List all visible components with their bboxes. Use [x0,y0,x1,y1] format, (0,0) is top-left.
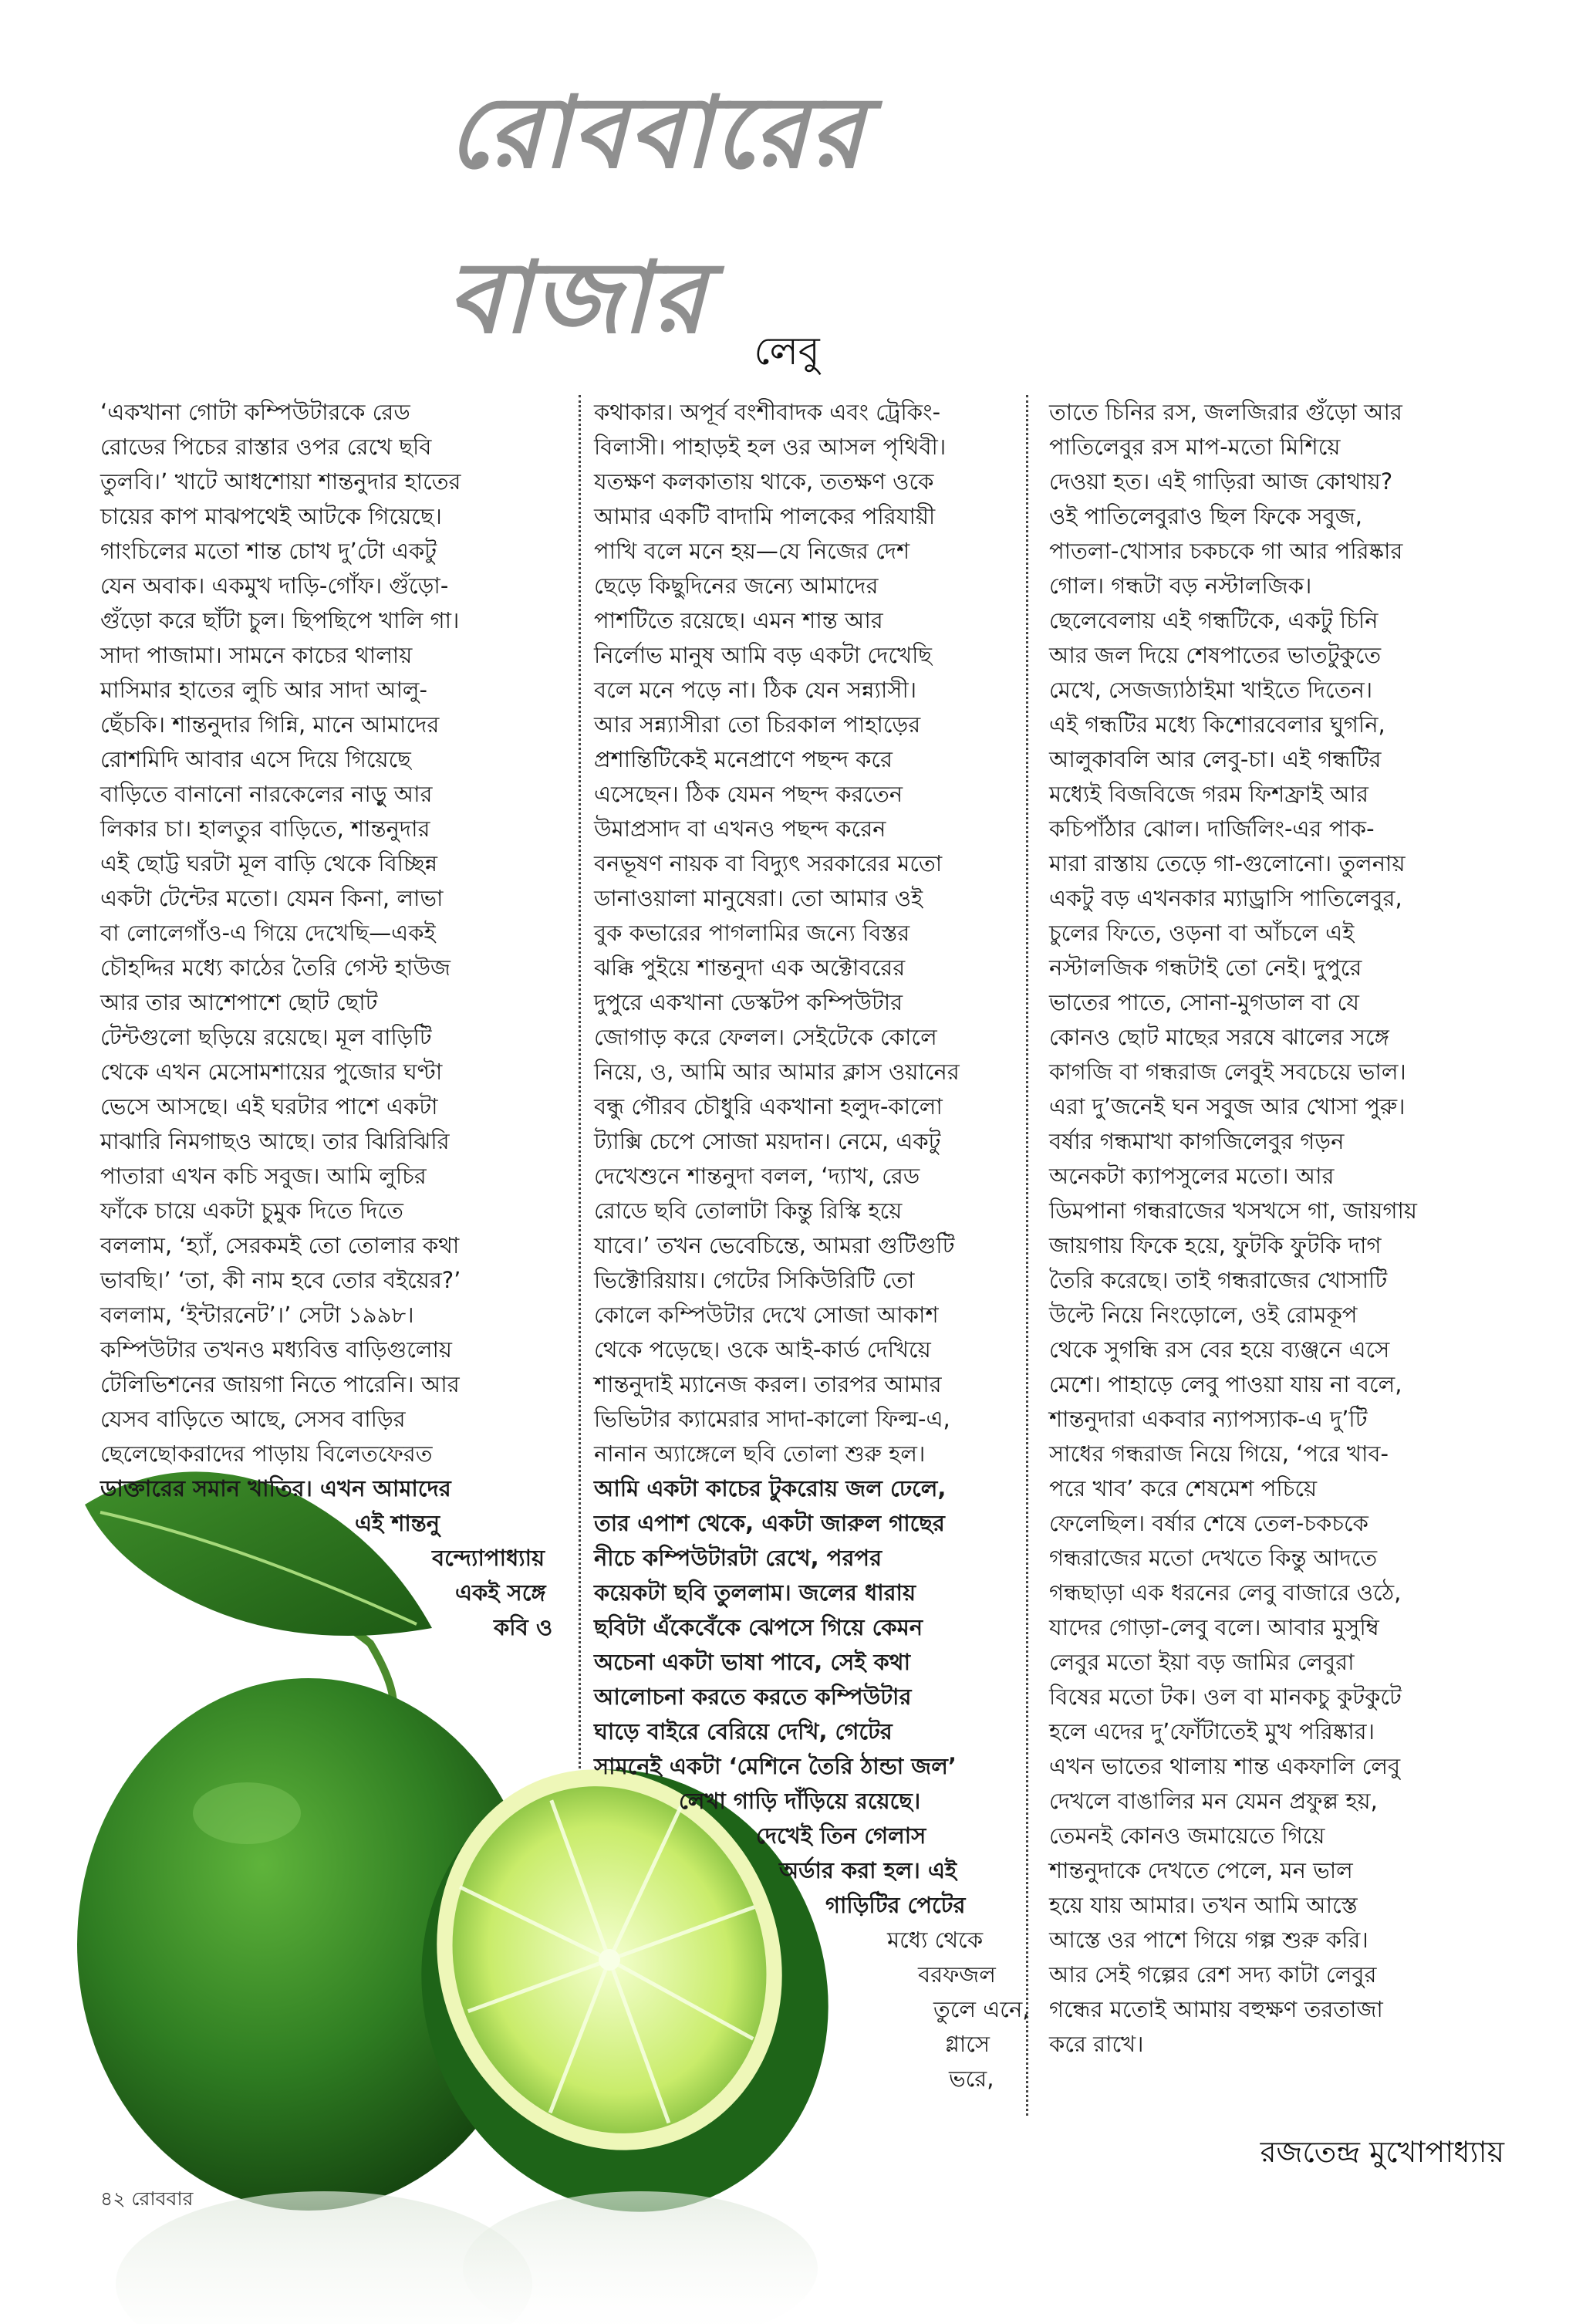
article-line: গন্ধরাজের মতো দেখতে কিন্তু আদতে [1049,1545,1378,1571]
article-line: পাতারা এখন কচি সবুজ। আমি লুচির [100,1163,427,1189]
article-line: নির্লোভ মানুষ আমি বড় একটা দেখেছি [594,642,932,668]
article-line: শান্তনুদাকে দেখতে পেলে, মন ভাল [1049,1857,1353,1883]
article-line: আর সেই গল্পের রেশ সদ্য কাটা লেবুর [1049,1961,1377,1988]
article-line: আমার একটি বাদামি পালকের পরিযায়ী [594,503,936,529]
article-line: অচেনা একটা ভাষা পাবে, সেই কথা [594,1649,910,1675]
article-line: কথাকার। অপূর্ব বংশীবাদক এবং ট্রেকিং- [594,399,941,425]
article-line: মধ্যেই বিজবিজে গরম ফিশফ্রাই আর [1049,781,1368,807]
article-line: ভিভিটার ক্যামেরার সাদা-কালো ফিল্ম-এ, [594,1406,950,1432]
article-line: বন্দ্যোপাধ্যায় [432,1545,545,1571]
article-line: ভাতের পাতে, সোনা-মুগডাল বা যে [1049,989,1359,1015]
article-line: দেখেই তিন গেলাস [756,1822,926,1849]
article-line: একটা টেন্টের মতো। যেমন কিনা, লাভা [100,885,444,911]
article-line: গাংচিলের মতো শান্ত চোখ দু’টো একটু [100,538,437,564]
article-line: দুপুরে একখানা ডেস্কটপ কম্পিউটার [594,989,903,1015]
article-line: মাঝারি নিমগাছও আছে। তার ঝিরিঝিরি [100,1128,450,1154]
article-line: বললাম, ‘হ্যাঁ, সেরকমই তো তোলার কথা [100,1232,460,1258]
article-line: শান্তনুদাই ম্যানেজ করল। তারপর আমার [594,1371,942,1397]
article-line: গ্লাসে [945,2031,990,2057]
article-line: বলে মনে পড়ে না। ঠিক যেন সন্ন্যাসী। [594,677,917,703]
article-line: তেমনই কোনও জমায়েতে গিয়ে [1049,1822,1325,1849]
article-line: ভেসে আসছে। এই ঘরটার পাশে একটা [100,1093,438,1120]
article-line: নিয়ে, ও, আমি আর আমার ক্লাস ওয়ানের [594,1059,960,1085]
article-line: লেবুর মতো ইয়া বড় জামির লেবুরা [1049,1649,1355,1675]
article-line: জায়গায় ফিকে হয়ে, ফুটকি ফুটকি দাগ [1049,1232,1382,1258]
article-line: চৌহদ্দির মধ্যে কাঠের তৈরি গেস্ট হাউজ [100,954,451,981]
article-line: উল্টে নিয়ে নিংড়োলে, ওই রোমকূপ [1049,1302,1358,1328]
article-line: এখন ভাতের থালায় শান্ত একফালি লেবু [1049,1753,1401,1779]
article-line: বা লোলেগাঁও-এ গিয়ে দেখেছি—একই [100,920,436,946]
article-line: রোডের পিচের রাস্তার ওপর রেখে ছবি [100,434,432,460]
article-line: আলোচনা করতে করতে কম্পিউটার [594,1684,912,1710]
article-line: ছেঁচকি। শান্তনুদার গিন্নি, মানে আমাদের [100,711,440,738]
article-line: অর্ডার করা হল। এই [779,1857,957,1883]
article-line: লেখা গাড়ি দাঁড়িয়ে রয়েছে। [679,1788,921,1814]
article-line: করে রাখে। [1049,2031,1144,2057]
author-byline: রজতেন্দ্র মুখোপাধ্যায় [1260,2135,1504,2169]
article-line: গন্ধছাড়া এক ধরনের লেবু বাজারে ওঠে, [1049,1579,1402,1606]
masthead-title: রোববারের বাজার [447,74,866,356]
article-line: বরফজল [918,1961,996,1988]
article-line: ডিমপানা গন্ধরাজের খসখসে গা, জায়গায় [1049,1197,1417,1224]
article-line: আস্তে ওর পাশে গিয়ে গল্প শুরু করি। [1049,1927,1368,1953]
article-line: কম্পিউটার তখনও মধ্যবিত্ত বাড়িগুলোয় [100,1336,453,1363]
article-line: ওই পাতিলেবুরাও ছিল ফিকে সবুজ, [1049,503,1362,529]
article-line: ভিক্টোরিয়ায়। গেটের সিকিউরিটি তো [594,1267,915,1293]
article-line: থেকে সুগন্ধি রস বের হয়ে ব্যঞ্জনে এসে [1049,1336,1390,1363]
article-line: ডাক্তারের সমান খাতির। এখন আমাদের [100,1475,451,1501]
article-line: ‘একখানা গোটা কম্পিউটারকে রেড [100,399,410,425]
article-line: বনভূষণ নায়ক বা বিদ্যুৎ সরকারের মতো [594,850,943,877]
article-line: নস্টালজিক গন্ধটাই তো নেই। দুপুরে [1049,954,1362,981]
article-line: গুঁড়ো করে ছাঁটা চুল। ছিপছিপে খালি গা। [100,607,460,633]
article-line: এই গন্ধটির মধ্যে কিশোরবেলার ঘুগনি, [1049,711,1385,738]
article-line: আর তার আশেপাশে ছোট ছোট [100,989,378,1015]
article-line: ছেড়ে কিছুদিনের জন্যে আমাদের [594,573,879,599]
article-line: ফাঁকে চায়ে একটা চুমুক দিতে দিতে [100,1197,403,1224]
article-line: ফেলেছিল। বর্ষার শেষে তেল-চকচকে [1049,1510,1368,1536]
article-line: ট্যাক্সি চেপে সোজা ময়দান। নেমে, একটু [594,1128,941,1154]
article-line: পরে খাব’ করে শেষমেশ পচিয়ে [1049,1475,1318,1501]
article-line: পাখি বলে মনে হয়—যে নিজের দেশ [594,538,910,564]
article-line: মেশে। পাহাড়ে লেবু পাওয়া যায় না বলে, [1049,1371,1402,1397]
column-divider [1026,395,1028,2116]
article-line: বিলাসী। পাহাড়ই হল ওর আসল পৃথিবী। [594,434,947,460]
article-line: যেসব বাড়িতে আছে, সেসব বাড়ির [100,1406,406,1432]
article-line: কোনও ছোট মাছের সরষে ঝালের সঙ্গে [1049,1024,1389,1050]
article-line: সাদা পাজামা। সামনে কাচের থালায় [100,642,413,668]
article-line: বন্ধু গৌরব চৌধুরি একখানা হলুদ-কালো [594,1093,943,1120]
article-line: বিষের মতো টক। ওল বা মানকচু কুটকুটে [1049,1684,1402,1710]
article-line: কচিপাঁঠার ঝোল। দার্জিলিং-এর পাক- [1049,816,1375,842]
article-line: তার এপাশ থেকে, একটা জারুল গাছের [594,1510,945,1536]
article-line: সামনেই একটা ‘মেশিনে তৈরি ঠান্ডা জল’ [594,1753,957,1779]
article-line: এসেছেন। ঠিক যেমন পছন্দ করতেন [594,781,903,807]
article-line: কয়েকটা ছবি তুললাম। জলের ধারায় [594,1579,916,1606]
article-line: ছবিটা এঁকেবেঁকে ঝেপসে গিয়ে কেমন [594,1614,923,1640]
article-line: পাতলা-খোসার চকচকে গা আর পরিষ্কার [1049,538,1403,564]
article-line: থেকে পড়েছে। ওকে আই-কার্ড দেখিয়ে [594,1336,931,1363]
article-line: গাড়িটির পেটের [825,1892,966,1918]
article-line: অনেকটা ক্যাপসুলের মতো। আর [1049,1163,1335,1189]
article-line: বললাম, ‘ইন্টারনেট’।’ সেটা ১৯৯৮। [100,1302,414,1328]
article-line: চুলের ফিতে, ওড়না বা আঁচলে এই [1049,920,1355,946]
article-line: মেখে, সেজজ্যাঠাইমা খাইতে দিতেন। [1049,677,1373,703]
article-line: উমাপ্রসাদ বা এখনও পছন্দ করেন [594,816,886,842]
article-line: যাবে।’ তখন ভেবেচিন্তে, আমরা গুটিগুটি [594,1232,955,1258]
article-line: ডানাওয়ালা মানুষেরা। তো আমার ওই [594,885,923,911]
article-line: নানান অ্যাঙ্গেলে ছবি তোলা শুরু হল। [594,1441,926,1467]
article-line: কোলে কম্পিউটার দেখে সোজা আকাশ [594,1302,939,1328]
article-line: সাধের গন্ধরাজ নিয়ে গিয়ে, ‘পরে খাব- [1049,1441,1389,1467]
article-headline: লেবু [754,329,820,373]
article-line: রোডে ছবি তোলাটা কিন্তু রিস্কি হয়ে [594,1197,903,1224]
article-line: পাতিলেবুর রস মাপ-মতো মিশিয়ে [1049,434,1341,460]
article-line: শান্তনুদারা একবার ন্যাপস্যাক-এ দু’টি [1049,1406,1368,1432]
article-line: ভরে, [949,2066,994,2092]
article-column-1 [100,395,571,1645]
article-line: তুলবি।’ খাটে আধশোয়া শান্তনুদার হাতের [100,468,461,495]
article-line: ছেলেছোকরাদের পাড়ায় বিলেতফেরত [100,1441,433,1467]
article-line: জোগাড় করে ফেলল। সেইটেকে কোলে [594,1024,937,1050]
article-line: মধ্যে থেকে [887,1927,984,1953]
article-line: তুলে এনে, [933,1996,1030,2022]
article-line: এরা দু’জনেই ঘন সবুজ আর খোসা পুরু। [1049,1093,1406,1120]
article-line: হয়ে যায় আমার। তখন আমি আস্তে [1049,1892,1358,1918]
article-line: আলুকাবলি আর লেবু-চা। এই গন্ধটির [1049,746,1382,772]
article-line: যাদের গোড়া-লেবু বলে। আবার মুসুম্বি [1049,1614,1379,1640]
article-line: মাসিমার হাতের লুচি আর সাদা আলু- [100,677,427,703]
article-line: ঘাড়ে বাইরে বেরিয়ে দেখি, গেটের [594,1718,893,1745]
article-column-2 [594,395,1030,2096]
article-line: টেলিভিশনের জায়গা নিতে পারেনি। আর [100,1371,460,1397]
article-line: ঝক্কি পুইয়ে শান্তনুদা এক অক্টোবরের [594,954,906,981]
article-line: প্রশান্তিটিকেই মনেপ্রাণে পছন্দ করে [594,746,893,772]
article-line: চায়ের কাপ মাঝপথেই আটকে গিয়েছে। [100,503,442,529]
article-line: মারা রাস্তায় তেড়ে গা-গুলোনো। তুলনায় [1049,850,1406,877]
article-line: দেখলে বাঙালির মন যেমন প্রফুল্ল হয়, [1049,1788,1378,1814]
article-line: নীচে কম্পিউটারটা রেখে, পরপর [594,1545,882,1571]
article-line: বর্ষার গন্ধমাখা কাগজিলেবুর গড়ন [1049,1128,1345,1154]
article-line: কবি ও [494,1614,553,1640]
article-line: হলে এদের দু’ফোঁটাতেই মুখ পরিষ্কার। [1049,1718,1375,1745]
article-line: দেওয়া হত। এই গাড়িরা আজ কোথায়? [1049,468,1393,495]
article-line: গোল। গন্ধটা বড় নস্টালজিক। [1049,573,1312,599]
article-line: গন্ধের মতোই আমায় বহুক্ষণ তরতাজা [1049,1996,1383,2022]
article-line: এই ছোট্ট ঘরটা মূল বাড়ি থেকে বিচ্ছিন্ন [100,850,438,877]
article-line: রোশমিদি আবার এসে দিয়ে গিয়েছে [100,746,411,772]
article-line: একটু বড় এখনকার ম্যাড্রাসি পাতিলেবুর, [1049,885,1402,911]
article-line: ভাবছি।’ ‘তা, কী নাম হবে তোর বইয়ের?’ [100,1267,461,1293]
article-line: তাতে চিনির রস, জলজিরার গুঁড়ো আর [1049,399,1402,425]
article-line: দেখেশুনে শান্তনুদা বলল, ‘দ্যাখ, রেড [594,1163,920,1189]
article-line: যতক্ষণ কলকাতায় থাকে, ততক্ষণ ওকে [594,468,934,495]
article-line: আমি একটা কাচের টুকরোয় জল ঢেলে, [594,1475,947,1501]
article-line: একই সঙ্গে [455,1579,546,1606]
article-line: থেকে এখন মেসোমশায়ের পুজোর ঘণ্টা [100,1059,443,1085]
article-line: পাশটিতে রয়েছে। এমন শান্ত আর [594,607,883,633]
page-folio: ৪২ রোববার [100,2187,194,2210]
article-line: ছেলেবেলায় এই গন্ধটিকে, একটু চিনি [1049,607,1379,633]
article-line: বুক কভারের পাগলামির জন্যে বিস্তর [594,920,910,946]
article-line: টেন্টগুলো ছড়িয়ে রয়েছে। মূল বাড়িটি [100,1024,432,1050]
article-line: কাগজি বা গন্ধরাজ লেবুই সবচেয়ে ভাল। [1049,1059,1406,1085]
article-line: যেন অবাক। একমুখ দাড়ি-গোঁফ। গুঁড়ো- [100,573,449,599]
article-line: এই শান্তনু [355,1510,440,1536]
article-line: তৈরি করেছে। তাই গন্ধরাজের খোসাটি [1049,1267,1388,1293]
article-column-3 [1049,395,1504,2062]
article-line: বাড়িতে বানানো নারকেলের নাড়ু আর [100,781,433,807]
article-line: আর জল দিয়ে শেষপাতের ভাতটুকুতে [1049,642,1382,668]
article-line: লিকার চা। হালতুর বাড়িতে, শান্তনুদার [100,816,430,842]
article-line: আর সন্ন্যাসীরা তো চিরকাল পাহাড়ের [594,711,921,738]
